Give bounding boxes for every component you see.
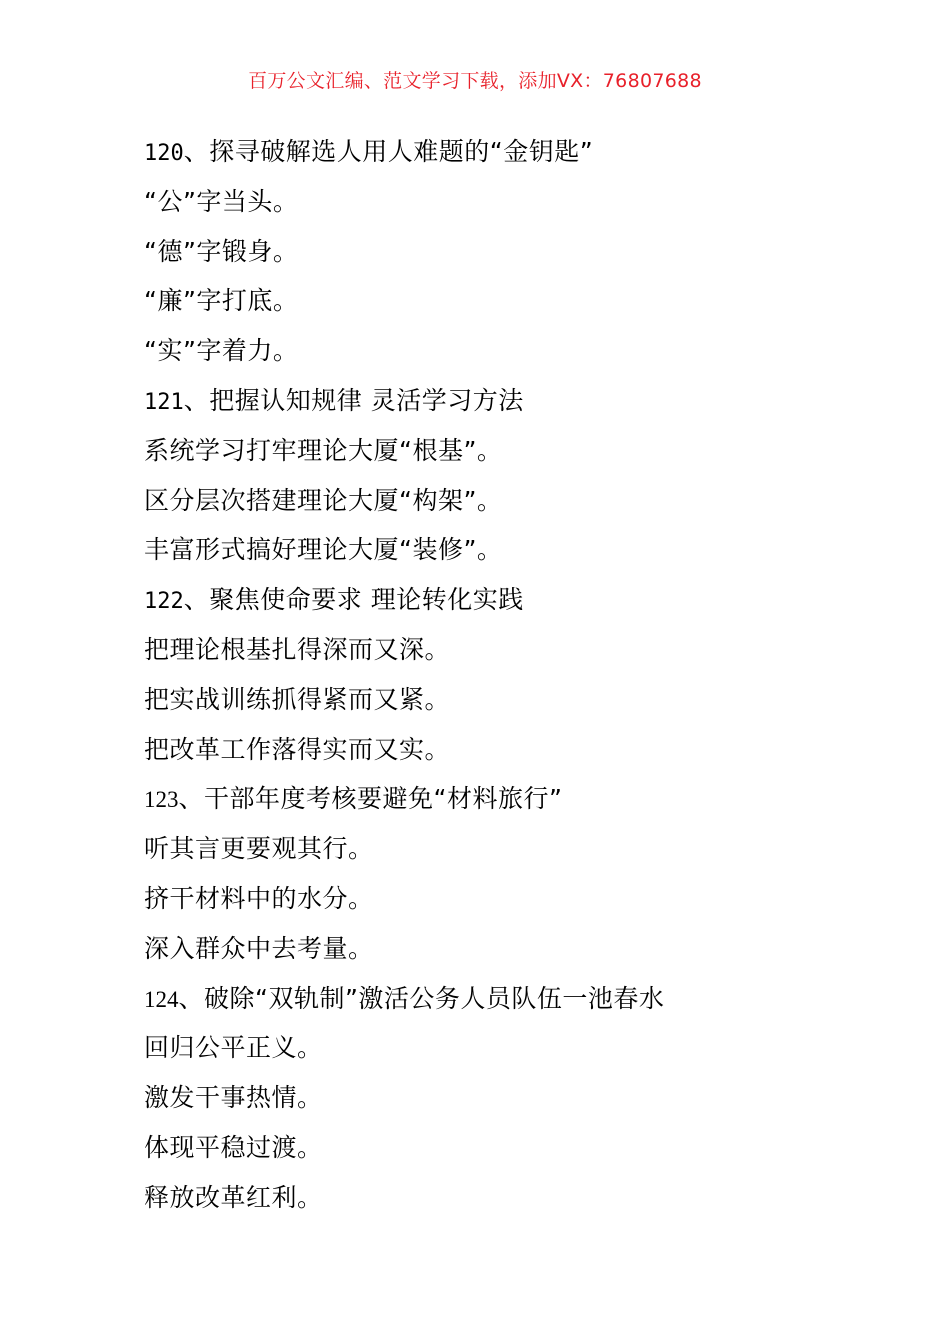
list-item: “德”字锻身。 [144,236,299,266]
header-watermark-text: 百万公文汇编、范文学习下载，添加VX：76807688 [248,70,702,92]
list-item: 丰富形式搞好理论大厦“装修”。 [144,535,503,565]
document-body [144,130,844,1226]
section-number: 122 [144,589,184,615]
section-title: 、把握认知规律 灵活学习方法 [183,385,524,415]
section-title: 、干部年度考核要避免“材料旅行” [178,784,563,814]
list-item: 回归公平正义。 [144,1033,323,1063]
list-item: 听其言更要观其行。 [144,834,374,864]
list-item: 激发干事热情。 [144,1083,323,1113]
section-heading-123 [144,777,844,827]
section-heading-120 [144,130,844,180]
section-heading-121 [144,379,844,429]
section-heading-124 [144,977,844,1027]
list-item: 把理论根基扎得深而又深。 [144,634,451,664]
section-title: 、探寻破解选人用人难题的“金钥匙” [183,137,594,166]
list-item: 体现平稳过渡。 [144,1132,323,1162]
section-heading-122 [144,578,844,628]
list-item: 把实战训练抓得紧而又紧。 [144,684,451,714]
section-title: 、聚焦使命要求 理论转化实践 [183,585,524,615]
list-item: “廉”字打底。 [144,286,299,316]
list-item: 挤干材料中的水分。 [144,883,374,913]
list-item: 区分层次搭建理论大厦“构架”。 [144,485,503,515]
list-item: “公”字当头。 [144,186,299,216]
section-number: 121 [144,389,184,415]
list-item: 把改革工作落得实而又实。 [144,734,451,764]
list-item: 系统学习打牢理论大厦“根基”。 [144,435,503,465]
list-item: 释放改革红利。 [144,1182,323,1212]
section-number: 124 [144,986,179,1012]
list-item: “实”字着力。 [144,336,299,366]
section-number: 120 [144,141,184,166]
section-title: 、破除“双轨制”激活公务人员队伍一池春水 [178,983,665,1013]
list-item: 深入群众中去考量。 [144,933,374,963]
section-number: 123 [144,787,179,813]
